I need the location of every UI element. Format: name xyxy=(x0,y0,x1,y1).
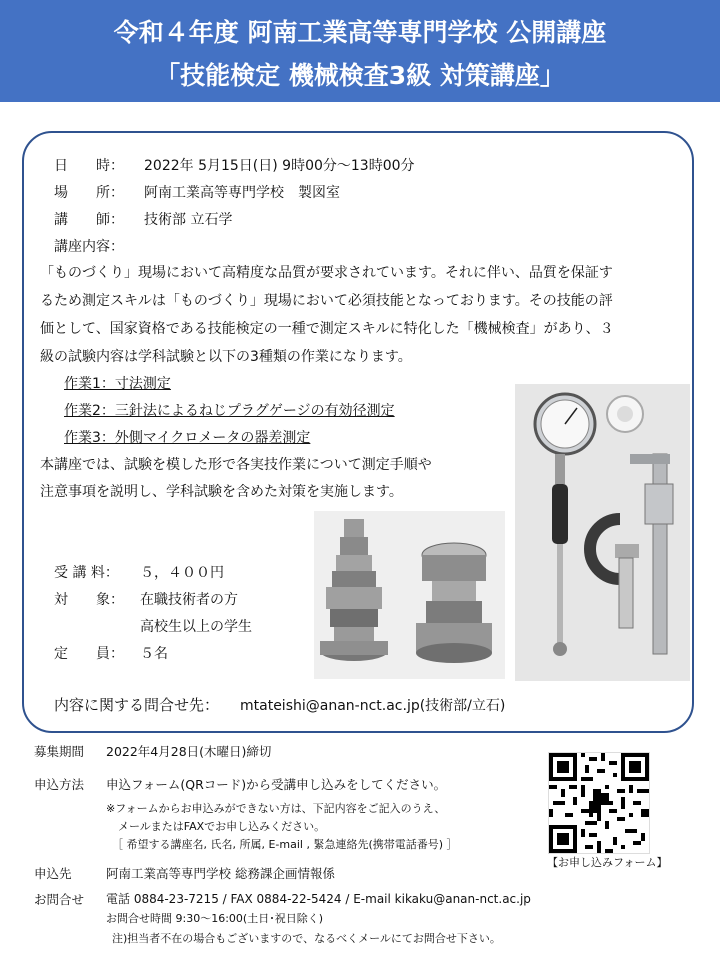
description-line: 級の試験内容は学科試験と以下の3種類の作業になります。 xyxy=(40,349,412,365)
target-value: 在職技術者の方 xyxy=(140,592,238,608)
content-label: 講座内容： xyxy=(54,239,124,255)
date-label: 日 時： xyxy=(54,158,124,174)
method-label: 申込方法 xyxy=(34,777,85,792)
summary-line: 注意事項を説明し、学科試験を含めた対策を実施します。 xyxy=(40,484,403,500)
fee-value: ５，４００円 xyxy=(140,565,224,581)
task-item: 作業3：外側マイクロメータの器差測定 xyxy=(64,430,311,446)
destination-value: 阿南工業高等専門学校 総務課企画情報係 xyxy=(106,866,335,881)
inquiry-note: 注)担当者不在の場合もございますので、なるべくメールにてお問合せ下さい。 xyxy=(112,932,501,945)
course-title: 「技能検定 機械検査3級 対策講座」 xyxy=(155,61,565,90)
description-line: 価として、国家資格である技能検定の一種で測定スキルに特化した「機械検査」があり、３ xyxy=(40,321,614,337)
contact-email[interactable]: mtateishi@anan-nct.ac.jp(技術部/立石) xyxy=(240,698,506,714)
method-note: ［ 希望する講座名, 氏名, 所属, E-mail , 緊急連絡先(携帯電話番号) ］ xyxy=(112,838,458,851)
description-line: 「ものづくり」現場において高精度な品質が要求されています。それに伴い、品質を保証す xyxy=(40,265,613,281)
method-value: 申込フォーム(QRコード)から受講申し込みをしてください。 xyxy=(106,777,447,792)
lecturer-label: 講 師： xyxy=(54,212,124,228)
date-value: 2022年 5月15日(日) 9時00分～13時00分 xyxy=(144,158,415,174)
description-line: るため測定スキルは「ものづくり」現場において必須技能となっております。その技能の評 xyxy=(40,293,613,309)
inquiry-value: 電話 0884-23-7215 / FAX 0884-22-5424 / E-mail kikaku@anan-nct.ac.jp xyxy=(106,892,531,906)
qr-code[interactable] xyxy=(548,752,650,854)
method-note: ※フォームからお申込みができない方は、下記内容をご記入のうえ、 xyxy=(106,802,446,815)
qr-caption: 【お申し込みフォーム】 xyxy=(547,856,668,869)
period-value: 2022年4月28日(木曜日)締切 xyxy=(106,744,272,759)
contact-label: 内容に関する問合せ先： xyxy=(54,696,220,714)
lecturer-value: 技術部 立石学 xyxy=(144,212,233,228)
place-label: 場 所： xyxy=(54,185,124,201)
title-banner xyxy=(0,0,720,102)
task-item: 作業1：寸法測定 xyxy=(64,376,171,392)
capacity-label: 定 員： xyxy=(54,646,124,662)
qr-code-icon xyxy=(549,753,649,853)
target-label: 対 象： xyxy=(54,592,124,608)
destination-label: 申込先 xyxy=(34,866,72,881)
place-value: 阿南工業高等専門学校 製図室 xyxy=(144,185,340,201)
fee-label: 受 講 料： xyxy=(54,565,119,581)
summary-line: 本講座では、試験を模した形で各実技作業について測定手順や xyxy=(40,457,432,473)
task-item: 作業2：三針法によるねじプラグゲージの有効径測定 xyxy=(64,403,395,419)
period-label: 募集期間 xyxy=(34,744,85,759)
method-note: メールまたはFAXでお申し込みください。 xyxy=(118,820,326,833)
inquiry-hours: お問合せ時間 9:30～16:00(土日･祝日除く) xyxy=(106,912,323,925)
page-title: 令和４年度 阿南工業高等専門学校 公開講座 xyxy=(113,18,607,47)
target-value: 高校生以上の学生 xyxy=(140,619,252,635)
inquiry-label: お問合せ xyxy=(34,892,85,907)
machined-parts-photo xyxy=(314,511,505,679)
measuring-tools-photo xyxy=(515,384,690,681)
capacity-value: ５名 xyxy=(140,646,168,662)
